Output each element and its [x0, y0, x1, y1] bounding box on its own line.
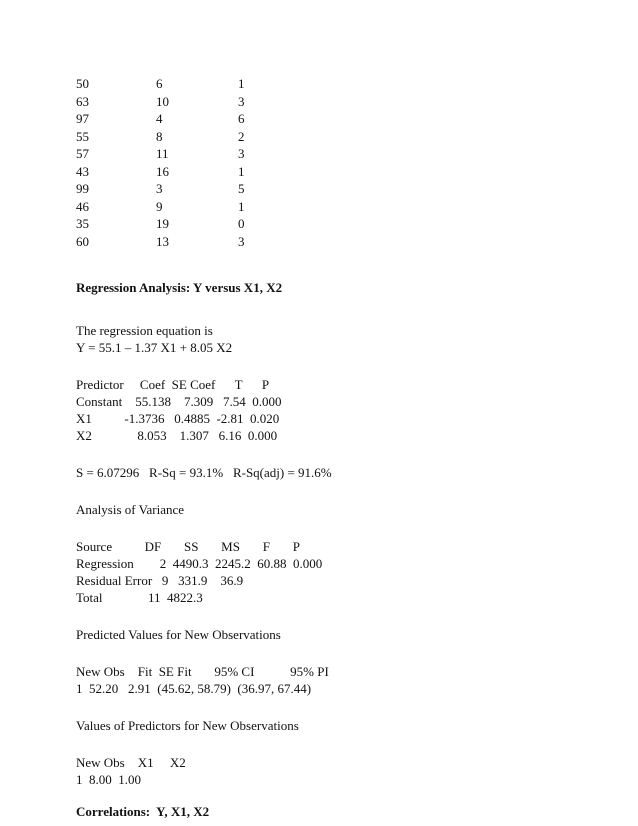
table-cell: 6 — [238, 111, 245, 126]
anova-row: Regression 2 4490.3 2245.2 60.88 0.000 — [76, 556, 323, 571]
table-row — [76, 111, 376, 127]
table-cell: 50 — [76, 76, 89, 91]
table-row — [76, 94, 376, 110]
table-cell: 0 — [238, 216, 245, 231]
table-cell: 11 — [156, 146, 169, 161]
model-summary: S = 6.07296 R-Sq = 93.1% R-Sq(adj) = 91.6% — [76, 465, 332, 480]
table-cell: 63 — [76, 94, 89, 109]
table-cell: 99 — [76, 181, 89, 196]
table-row — [76, 76, 376, 92]
table-cell: 55 — [76, 129, 89, 144]
table-cell: 8 — [156, 129, 163, 144]
predicted-row: 1 52.20 2.91 (45.62, 58.79) (36.97, 67.44) — [76, 681, 312, 696]
predictors-row: 1 8.00 1.00 — [76, 772, 141, 787]
table-cell: 3 — [156, 181, 163, 196]
table-cell: 57 — [76, 146, 89, 161]
table-cell: 16 — [156, 164, 169, 179]
table-cell: 13 — [156, 234, 169, 249]
coef-header: Predictor Coef SE Coef T P — [76, 377, 270, 392]
anova-row: Total 11 4822.3 — [76, 590, 203, 605]
table-cell: 1 — [238, 164, 245, 179]
table-cell: 3 — [238, 94, 245, 109]
table-cell: 5 — [238, 181, 245, 196]
predicted-heading: Predicted Values for New Observations — [76, 627, 281, 642]
coef-row: Constant 55.138 7.309 7.54 0.000 — [76, 394, 282, 409]
table-row — [76, 164, 376, 180]
table-row — [76, 129, 376, 145]
anova-header: Source DF SS MS F P — [76, 539, 300, 554]
equation-label: The regression equation is — [76, 323, 213, 338]
coef-row: X1 -1.3736 0.4885 -2.81 0.020 — [76, 411, 280, 426]
table-cell: 60 — [76, 234, 89, 249]
table-row — [76, 146, 376, 162]
table-cell: 1 — [238, 199, 245, 214]
anova-row: Residual Error 9 331.9 36.9 — [76, 573, 244, 588]
table-cell: 97 — [76, 111, 89, 126]
predictors-header: New Obs X1 X2 — [76, 755, 186, 770]
table-cell: 19 — [156, 216, 169, 231]
table-cell: 3 — [238, 234, 245, 249]
coef-row: X2 8.053 1.307 6.16 0.000 — [76, 428, 278, 443]
table-row — [76, 181, 376, 197]
table-cell: 35 — [76, 216, 89, 231]
table-cell: 4 — [156, 111, 163, 126]
predictors-heading: Values of Predictors for New Observations — [76, 718, 299, 733]
table-cell: 10 — [156, 94, 169, 109]
table-cell: 46 — [76, 199, 89, 214]
predicted-header: New Obs Fit SE Fit 95% CI 95% PI — [76, 664, 329, 679]
table-row — [76, 234, 376, 250]
table-row — [76, 199, 376, 215]
correlations-heading: Correlations: Y, X1, X2 — [76, 804, 210, 819]
table-cell: 43 — [76, 164, 89, 179]
table-row — [76, 216, 376, 232]
table-cell: 2 — [238, 129, 245, 144]
regression-equation: Y = 55.1 – 1.37 X1 + 8.05 X2 — [76, 340, 233, 355]
table-cell: 6 — [156, 76, 163, 91]
regression-heading: Regression Analysis: Y versus X1, X2 — [76, 280, 283, 295]
table-cell: 9 — [156, 199, 163, 214]
table-cell: 1 — [238, 76, 245, 91]
table-cell: 3 — [238, 146, 245, 161]
anova-heading: Analysis of Variance — [76, 502, 185, 517]
